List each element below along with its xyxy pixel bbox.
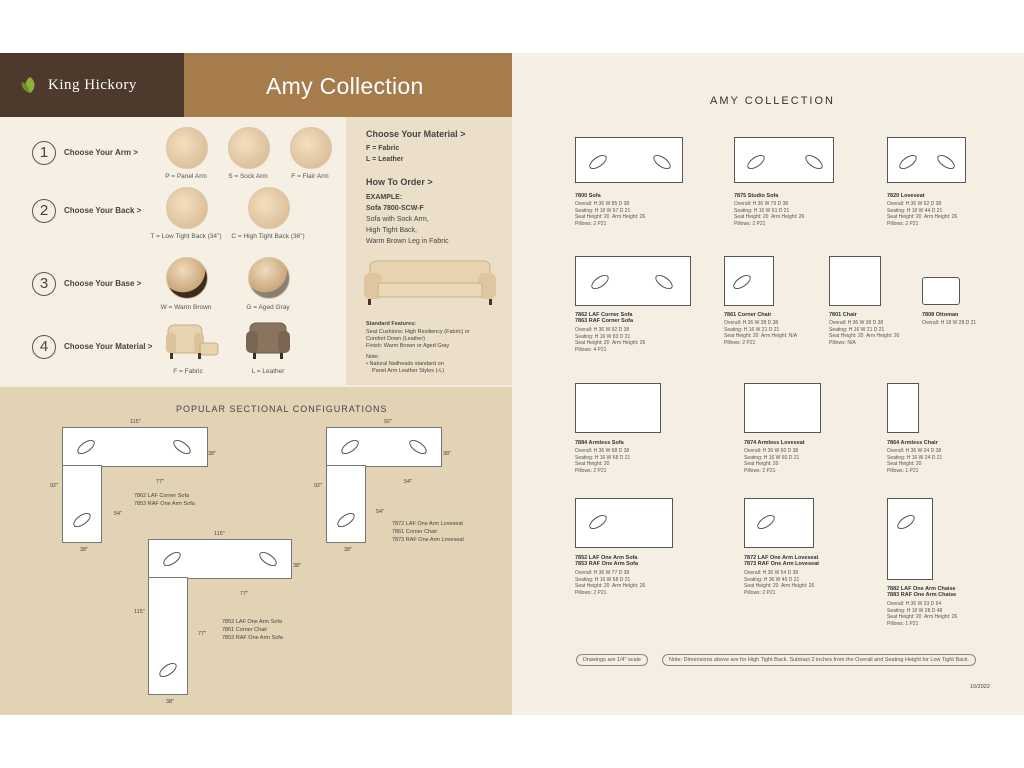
panel-arm-swatch [166,127,208,169]
example-code: Sofa 7800-SCW-F [366,205,424,212]
flair-arm-swatch [290,127,332,169]
option-caption: G = Aged Gray [246,304,290,311]
features-heading: Standard Features: [366,321,417,327]
step-number: 4 [32,335,56,359]
note-line: Panel Arm Leather Styles (-L) [372,368,445,374]
leaf-logo-icon [20,75,40,95]
product-name: 7882 LAF One Arm Chaise 7883 RAF One Arm Chaise [887,586,957,598]
features-line: Finish: Warm Brown or Aged Gray [366,343,450,349]
product-spec: Overall: H 36 W 24 D 38 Seating: H 16 W 24 D 21 Seat Height: 20 Pillows: 1 P21 [887,448,943,474]
step-number: 1 [32,141,56,165]
dim-label: 77" [156,479,165,485]
dim-label: 38" [208,451,217,457]
option-caption: T = Low Tight Back (34") [150,233,222,240]
brand-logo-box [0,53,184,117]
example-desc: Sofa with Sock Arm, [366,216,429,223]
sectionals-panel [0,387,512,715]
dim-label: 54" [404,479,413,485]
config-item: 7853 RAF One Arm Sofa [222,635,283,641]
product-spec: Overall: H 36 W 79 D 38 Seating: H 16 W 61 D 21 Seat Height: 20 Arm Height: 26 Pillows: 2 P21 [734,201,805,227]
product-drawing [829,256,881,306]
product-drawing [922,277,960,305]
product-name: 7861 Corner Chair [724,312,772,318]
option-caption: F = Fabric [173,368,203,375]
high-back-swatch [248,187,290,229]
option-caption: L = Leather [251,368,285,375]
example-label: EXAMPLE: [366,194,403,201]
config-item: 7873 RAF One Arm Loveseat [392,537,464,543]
sectional-left-column [326,465,366,543]
config-item: 7852 LAF One Arm Sofa [222,619,282,625]
product-spec: Overall: H 36 W 92 D 38 Seating: H 16 W 83 D 21 Seat Height: 20 Arm Height: 26 Pillows: 4 P21 [575,327,646,353]
option-caption: F = Flair Arm [291,173,329,180]
step-label: Choose Your Arm > [64,148,138,157]
product-drawing [575,383,661,433]
left-page [0,53,512,715]
aged-gray-swatch [248,257,290,299]
option-caption: S = Sock Arm [228,173,268,180]
product-spec: Overall: H 36 W 38 D 38 Seating: H 16 W 21 D 21 Seat Height: 20 Arm Height: 26 Pillows: N/A [829,320,900,346]
product-name: 7852 LAF One Arm Sofa 7853 RAF One Arm Sofa [575,555,639,567]
dim-label: 38" [293,563,302,569]
dim-label: 54" [376,509,385,515]
product-spec: Overall: H 36 W 77 D 38 Seating: H 16 W 68 D 21 Seat Height: 20 Arm Height: 26 Pillows: 2 P21 [575,570,646,596]
step-number: 2 [32,199,56,223]
product-name: 7820 Loveseat [887,193,925,199]
sectional-left-column [62,465,102,543]
product-spec: Overall: H 18 W 28 D 21 [922,320,977,326]
product-name: 7800 Sofa [575,193,601,199]
product-name: 7801 Chair [829,312,857,318]
dim-label: 115" [214,531,225,537]
step-number: 3 [32,272,56,296]
features-line: Seat Cushions: High Resiliency (Fabric) or [366,329,470,335]
dim-label: 92" [314,483,323,489]
product-name: 7808 Ottoman [922,312,959,318]
config-item: 7861 Corner Chair [222,627,268,633]
dim-label: 115" [130,419,141,425]
product-name: 7874 Armless Loveseat [744,440,805,446]
product-spec: Overall: H 36 W 85 D 38 Seating: H 16 W 67 D 21 Seat Height: 20 Arm Height: 26 Pillows: 2 P21 [575,201,646,227]
dim-label: 38" [166,699,175,705]
product-drawing [887,498,933,580]
material-line: F = Fabric [366,145,400,152]
collection-header: AMY COLLECTION [710,95,835,107]
product-drawing [887,137,966,183]
note-line: • Natural Nailheads standard on [366,361,444,367]
leather-chair-image [244,317,292,363]
product-name: 7875 Studio Sofa [734,193,779,199]
example-desc: High Tight Back, [366,227,417,234]
config-item: 7862 LAF Corner Sofa [134,493,190,499]
dim-label: 115" [134,609,145,615]
page-title: Amy Collection [266,73,424,99]
option-caption: C = High Tight Back (36") [231,233,305,240]
product-spec: Overall: H 36 W 60 D 38 Seating: H 16 W 60 D 21 Seat Height: 20 Pillows: 2 P21 [744,448,800,474]
revision-date: 10/2022 [970,684,990,690]
product-spec: Overall: H 36 W 38 D 38 Seating: H 16 W 21 D 21 Seat Height: 20 Arm Height: N/A Pillows: 2 P21 [724,320,798,346]
sock-arm-swatch [228,127,270,169]
config-item: 7861 Corner Chair [392,529,438,535]
product-spec: Overall: H 36 W 68 D 38 Seating: H 16 W 68 D 21 Seat Height: 20 Pillows: 2 P21 [575,448,631,474]
material-line: L = Leather [366,156,404,163]
option-caption: P = Panel Arm [165,173,207,180]
sofa-image [360,255,500,307]
product-spec: Overall: H 36 W 62 D 38 Seating: H 16 W 44 D 21 Seat Height: 20 Arm Height: 26 Pillows: 2 P21 [887,201,958,227]
config-item: 7872 LAF One Arm Loveseat [392,521,463,527]
product-name: 7872 LAF One Arm Loveseat 7873 RAF One Arm Loveseat [744,555,819,567]
title-box [184,53,512,117]
step-label: Choose Your Back > [64,206,142,215]
brand-name: King Hickory [48,77,137,93]
dimension-note: Note: Dimensions above are for High Tight Back. Subtract 2 inches from the Overall and Seating Height for Low Tight Back. [662,654,976,666]
dim-label: 92" [50,483,59,489]
product-drawing [744,498,814,548]
features-line: Comfort Down (Leather) [366,336,425,342]
dim-label: 38" [443,451,452,457]
dim-label: 38" [344,547,353,553]
product-drawing [887,383,919,433]
dim-label: 92" [384,419,393,425]
low-back-swatch [166,187,208,229]
example-desc: Warm Brown Leg in Fabric [366,238,449,245]
product-spec: Overall: H 36 W 33 D 64 Seating: H 16 W 28 D 48 Seat Height: 20 Arm Height: 26 Pillows: 1 P21 [887,601,958,627]
order-panel [346,117,512,385]
note-label: Note: [366,354,380,360]
dim-label: 77" [240,591,249,597]
warm-brown-swatch [166,257,208,299]
config-item: 7853 RAF One Arm Sofa [134,501,195,507]
option-caption: W = Warm Brown [160,304,212,311]
fabric-chair-image [164,317,220,363]
order-heading: How To Order > [366,177,433,187]
product-name: 7862 LAF Corner Sofa 7863 RAF Corner Sofa [575,312,634,324]
material-heading: Choose Your Material > [366,129,466,139]
product-name: 7864 Armless Chair [887,440,938,446]
sectionals-title: POPULAR SECTIONAL CONFIGURATIONS [176,404,388,414]
dim-label: 38" [80,547,89,553]
step-label: Choose Your Base > [64,279,142,288]
product-drawing [744,383,821,433]
sectional-left-column [148,577,188,695]
right-page [512,53,1024,715]
product-spec: Overall: H 36 W 54 D 38 Seating: H 36 W 45 D 21 Seat Height: 20 Arm Height: 26 Pillows: 2 P21 [744,570,815,596]
steps-panel [0,117,346,385]
dim-label: 54" [114,511,123,517]
scale-note: Drawings are 1/4" scale [576,654,648,666]
product-name: 7884 Armless Sofa [575,440,624,446]
step-label: Choose Your Material > [64,342,153,351]
dim-label: 77" [198,631,207,637]
